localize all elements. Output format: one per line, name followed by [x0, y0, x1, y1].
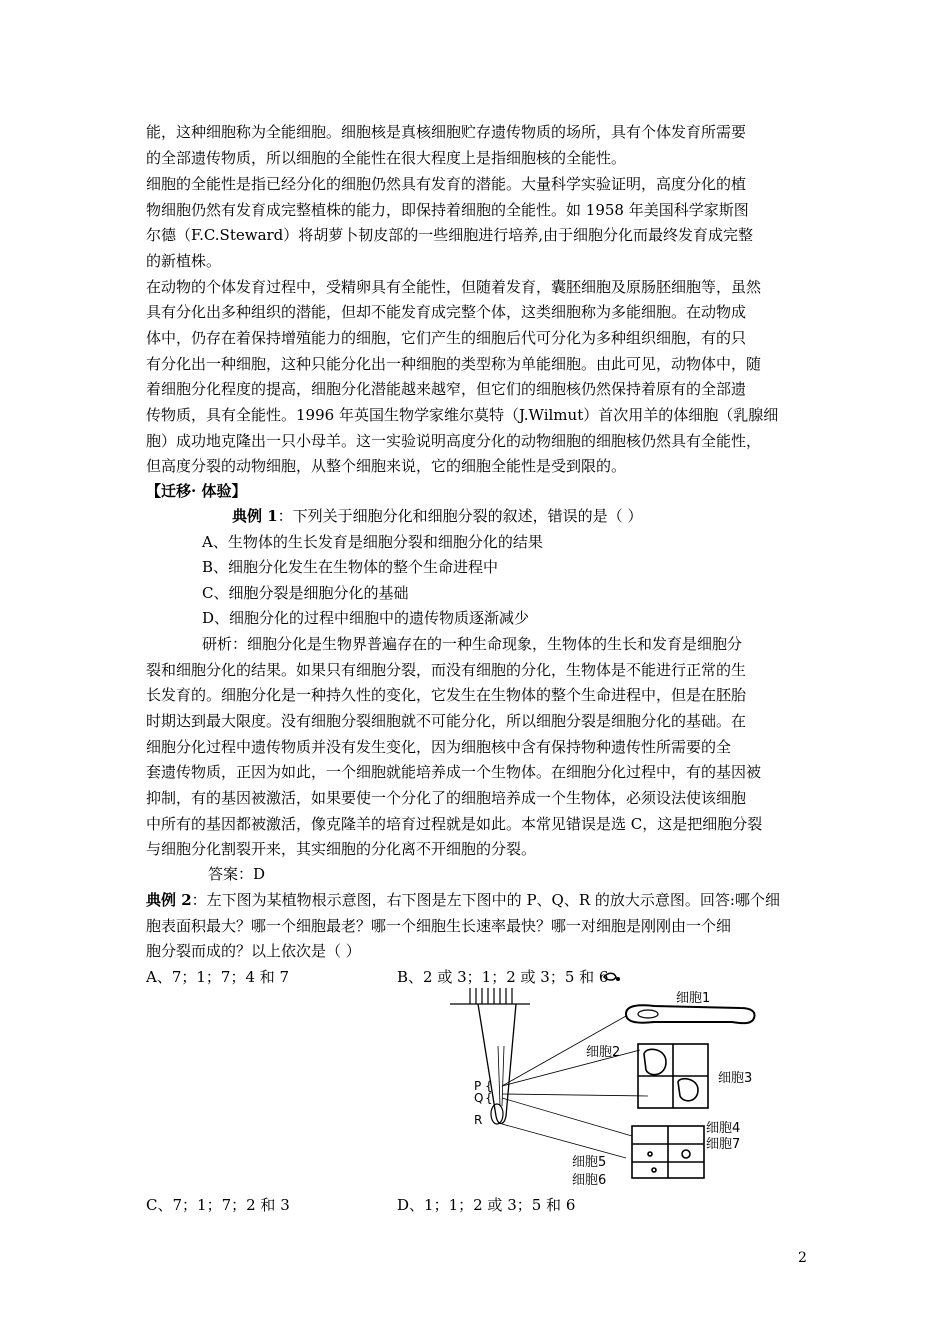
example2-question-text: ：左下图为某植物根示意图，右下图是左下图中的 P、Q、R 的放大示意图。回答:哪个细 [191, 891, 780, 909]
example1-question-text: ：下列关于细胞分化和细胞分裂的叙述，错误的是（ ） [277, 507, 643, 525]
example2-label: 典例 2 [146, 891, 192, 909]
text-line: 具有分化出多种组织的潜能，但却不能发育成完整个体，这类细胞称为多能细胞。在动物成 [146, 303, 747, 321]
analysis-line: 细胞分化过程中遗传物质并没有发生变化，因为细胞核中含有保持物种遗传性所需要的全 [146, 738, 732, 756]
analysis-line: 裂和细胞分化的结果。如果只有细胞分裂，而没有细胞的分化，生物体是不能进行正常的生 [146, 661, 747, 679]
label-p: P [474, 1079, 482, 1093]
example2-question [146, 890, 780, 910]
analysis-line: 研析：细胞分化是生物界普遍存在的一种生命现象，生物体的生长和发育是细胞分 [202, 635, 743, 653]
page-number: 2 [798, 1250, 807, 1266]
decorative-mark-icon [602, 970, 622, 984]
analysis-line: 与细胞分化割裂开来，其实细胞的分化离不开细胞的分裂。 [146, 840, 537, 858]
label-q: Q [474, 1091, 484, 1105]
label-cell3: 细胞3 [718, 1071, 753, 1086]
example1-label: 典例 1 [232, 507, 278, 525]
text-line: 胞）成功地克隆出一只小母羊。这一实验说明高度分化的动物细胞的细胞核仍然具有全能性， [146, 432, 762, 450]
bracket-p: { [485, 1079, 493, 1093]
text-line: 尔德（F.C.Steward）将胡萝卜韧皮部的一些细胞进行培养,由于细胞分化而最终发育成完整 [146, 226, 754, 244]
cell-1-nucleus [638, 1010, 658, 1018]
example2-option-c: C、7；1；7；2 和 3 [146, 1196, 290, 1214]
text-line: 的全部遗传物质，所以细胞的全能性在很大程度上是指细胞核的全能性。 [146, 149, 627, 167]
cell-1-shape [626, 1005, 754, 1023]
example2-question-line: 胞表面积最大？哪一个细胞最老？哪一个细胞生长速率最快？哪一对细胞是刚刚由一个细 [146, 917, 732, 935]
example1-question [232, 506, 642, 526]
cells-2-3-grid [638, 1044, 708, 1108]
label-r: R [474, 1113, 483, 1127]
text-line: 物细胞仍然有发育成完整植株的能力，即保持着细胞的全能性。如 1958 年美国科学家斯图 [146, 201, 749, 219]
text-line: 在动物的个体发育过程中，受精卵具有全能性，但随着发育，囊胚细胞及原肠胚细胞等，虽然 [146, 278, 762, 296]
text-line: 细胞的全能性是指已经分化的细胞仍然具有发育的潜能。大量科学实验证明，高度分化的植 [146, 175, 747, 193]
label-cell2: 细胞2 [586, 1045, 621, 1060]
analysis-line: 长发育的。细胞分化是一种持久性的变化，它发生在生物体的整个生命进程中，但是在胚胎 [146, 686, 747, 704]
root-hairs [450, 988, 530, 1004]
analysis-line: 中所有的基因都被激活，像克隆羊的培育过程就是如此。本常见错误是选 C，这是把细胞分裂 [146, 815, 763, 833]
text-line: 有分化出一种细胞，这种只能分化出一种细胞的类型称为单能细胞。由此可见，动物体中，随 [146, 355, 762, 373]
example1-option-d: D、细胞分化的过程中细胞中的遗传物质逐渐减少 [202, 609, 530, 627]
root-core [498, 1046, 504, 1106]
label-cell7: 细胞7 [706, 1137, 741, 1152]
text-line: 但高度分裂的动物细胞，从整个细胞来说，它的细胞全能性是受到限的。 [146, 457, 627, 475]
bracket-q: { [485, 1091, 493, 1105]
example2-question-line: 胞分裂而成的？以上依次是（ ） [146, 942, 361, 960]
text-line: 传物质，具有全能性。1996 年英国生物学家维尔莫特（J.Wilmut）首次用羊的体细胞（乳腺细 [146, 406, 779, 424]
example2-option-b: B、2 或 3；1；2 或 3；5 和 6 [397, 968, 609, 986]
analysis-line: 套遗传物质，正因为如此，一个细胞就能培养成一个生物体。在细胞分化过程中，有的基因被 [146, 763, 762, 781]
label-cell5: 细胞5 [572, 1155, 607, 1170]
example1-answer: 答案：D [208, 865, 266, 883]
cells-4-7-grid [632, 1126, 704, 1178]
text-line: 着细胞分化程度的提高，细胞分化潜能越来越窄，但它们的细胞核仍然保持着原有的全部遗 [146, 380, 747, 398]
pointer-lines [502, 1016, 648, 1158]
example2-option-a: A、7；1；7；4 和 7 [146, 968, 290, 986]
example1-option-b: B、细胞分化发生在生物体的整个生命进程中 [202, 558, 499, 576]
analysis-line: 时期达到最大限度。没有细胞分裂细胞就不可能分化，所以细胞分裂是细胞分化的基础。在 [146, 712, 747, 730]
analysis-line: 抑制，有的基因被激活，如果要使一个分化了的细胞培养成一个生物体，必须设法使该细胞 [146, 789, 747, 807]
example1-option-c: C、细胞分裂是细胞分化的基础 [202, 584, 409, 602]
example2-option-d: D、1；1；2 或 3；5 和 6 [397, 1196, 576, 1214]
text-line: 的新植株。 [146, 252, 222, 270]
text-line: 体中，仍存在着保持增殖能力的细胞，它们产生的细胞后代可分化为多种组织细胞，有的只 [146, 329, 747, 347]
root-outline [478, 1004, 516, 1124]
example1-option-a: A、生物体的生长发育是细胞分裂和细胞分化的结果 [202, 533, 543, 551]
text-line: 能，这种细胞称为全能细胞。细胞核是真核细胞贮存遗传物质的场所，具有个体发育所需要 [146, 123, 747, 141]
label-cell1: 细胞1 [676, 991, 711, 1006]
section-heading: 【迁移· 体验】 [146, 482, 247, 500]
root-cell-figure [440, 986, 780, 1190]
label-cell6: 细胞6 [572, 1173, 607, 1188]
label-cell4: 细胞4 [706, 1121, 741, 1136]
